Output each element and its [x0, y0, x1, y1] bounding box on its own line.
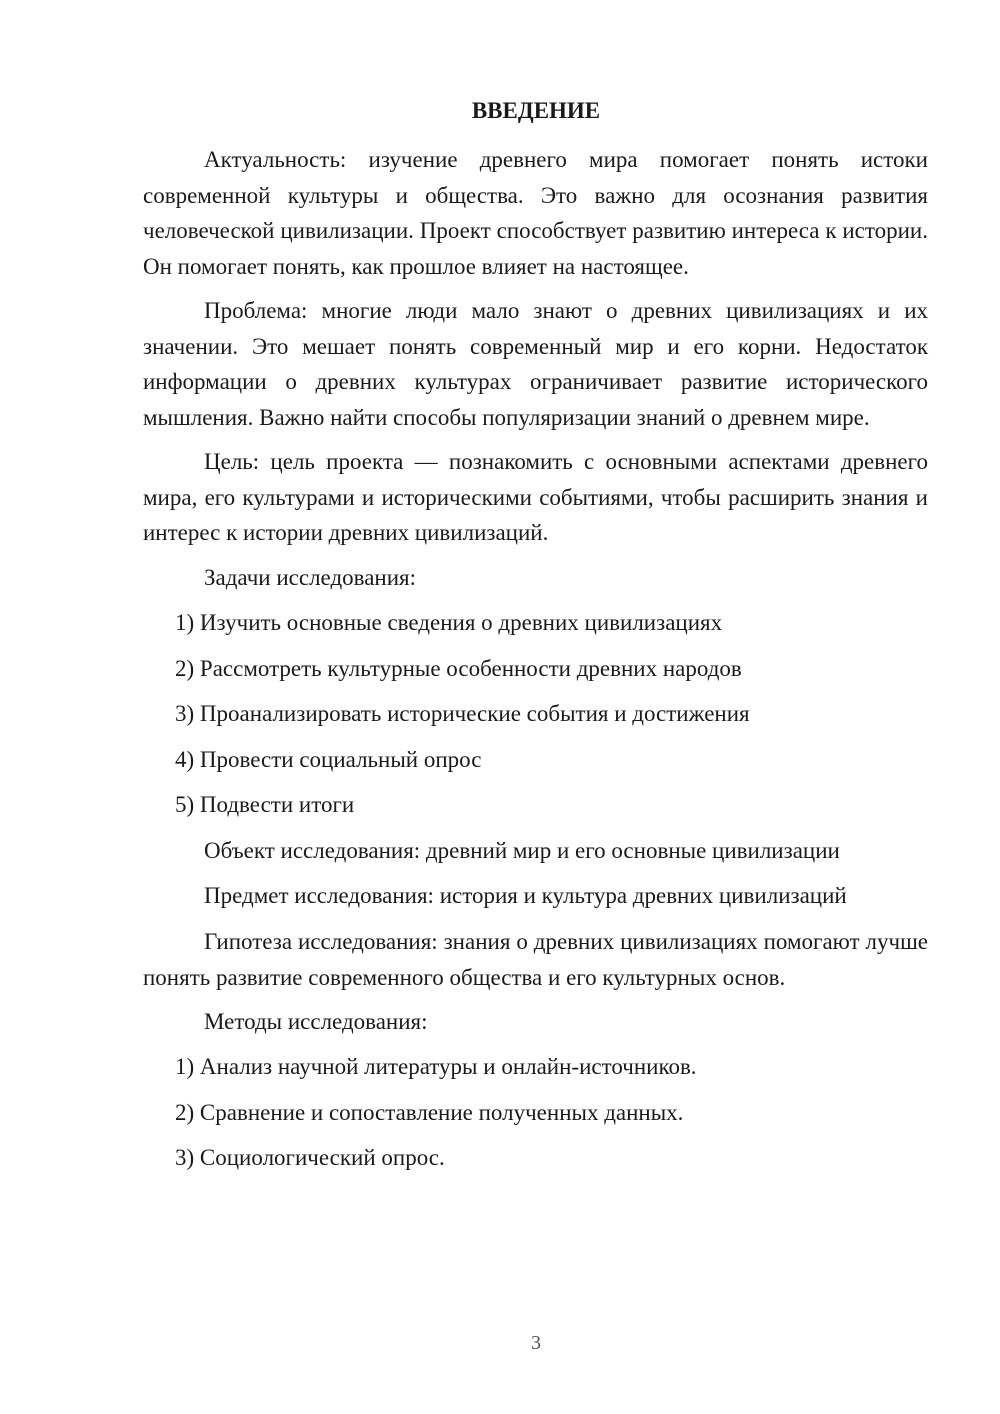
task-item: 1) Изучить основные сведения о древних цивилизациях — [175, 610, 723, 635]
method-item: 3) Социологический опрос. — [175, 1145, 445, 1170]
task-item: 5) Подвести итоги — [175, 792, 355, 817]
research-object: Объект исследования: древний мир и его основные цивилизации — [204, 838, 840, 863]
method-item: 2) Сравнение и сопоставление полученных данных. — [175, 1100, 684, 1125]
task-item: 3) Проанализировать исторические события и достижения — [175, 701, 750, 726]
relevance-paragraph: Актуальность: изучение древнего мира помогает понять истоки современной культуры и общества. Это важно для осознания развития человеческой цивилизации. Проект способствует развитию интереса к истории. Он помогает понять, как прошлое влияет на настоящее. — [143, 147, 928, 279]
research-subject: Предмет исследования: история и культура древних цивилизаций — [204, 883, 847, 908]
method-item: 1) Анализ научной литературы и онлайн-источников. — [175, 1054, 697, 1079]
methods-heading: Методы исследования: — [204, 1009, 428, 1034]
task-item: 2) Рассмотреть культурные особенности древних народов — [175, 656, 742, 681]
hypothesis-paragraph: Гипотеза исследования: знания о древних цивилизациях помогают лучше понять развитие современного общества и его культурных основ. — [143, 929, 928, 990]
tasks-heading: Задачи исследования: — [204, 565, 417, 590]
goal-paragraph: Цель: цель проекта — познакомить с основными аспектами древнего мира, его культурами и историческими событиями, чтобы расширить знания и интерес к истории древних цивилизаций. — [143, 449, 928, 545]
task-item: 4) Провести социальный опрос — [175, 747, 482, 772]
page-title: ВВЕДЕНИЕ — [471, 98, 601, 123]
page-number: 3 — [531, 1332, 541, 1354]
problem-paragraph: Проблема: многие люди мало знают о древних цивилизациях и их значении. Это мешает понять современный мир и его корни. Недостаток информации о древних культурах ограничивает развитие исторического мышления. Важно найти способы популяризации знаний о древнем мире. — [143, 298, 928, 430]
